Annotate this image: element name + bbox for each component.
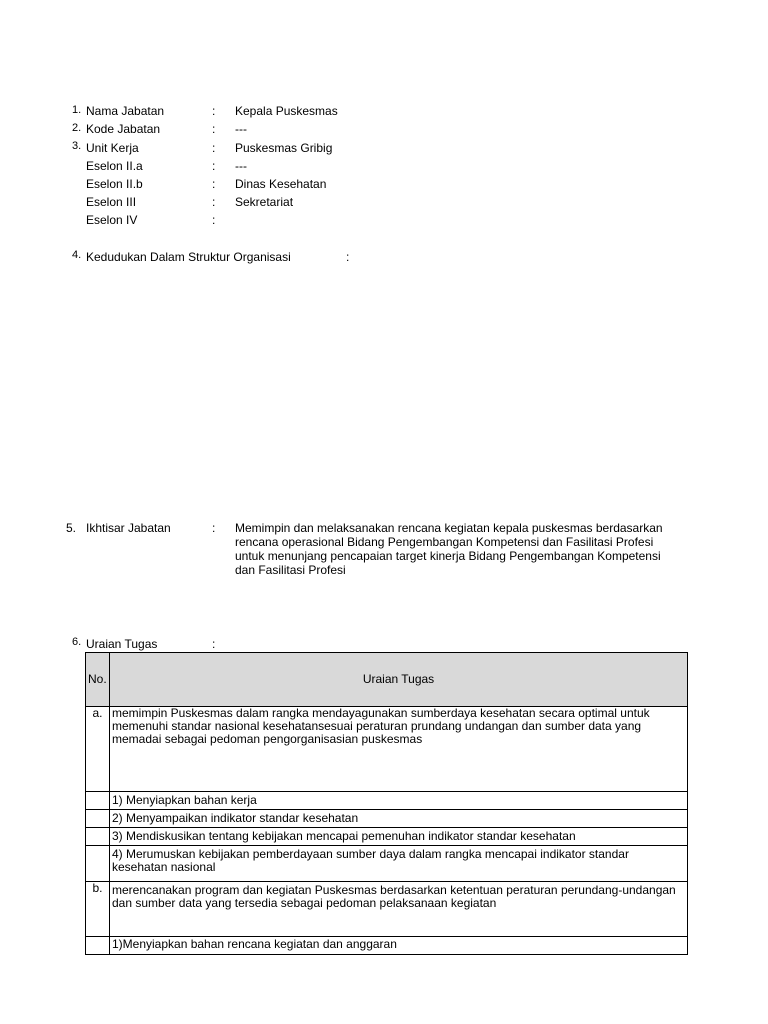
field-value-unit-kerja: Puskesmas Gribig xyxy=(235,141,333,155)
field-separator: : xyxy=(212,122,216,136)
header-uraian-tugas: Uraian Tugas xyxy=(110,653,688,707)
table-row xyxy=(86,810,688,828)
field-separator: : xyxy=(212,177,216,191)
ikhtisar-jabatan-text: Memimpin dan melaksanakan rencana kegiatan kepala puskesmas berdasarkan rencana operasional Bidang Pengembangan Kompetensi dan Fasilitasi Profesi untuk menunjang pencapaian target kinerja Bidang Pengembangan Kompetensi dan Fasilitasi Profesi xyxy=(235,521,663,577)
section-number-4: 4. xyxy=(72,249,82,261)
section-label-ikhtisar: Ikhtisar Jabatan xyxy=(86,521,171,535)
table-row xyxy=(86,707,688,792)
row-number: b. xyxy=(86,882,110,937)
field-number-1: 1. xyxy=(72,104,82,116)
table-row xyxy=(86,828,688,846)
section-number-6: 6. xyxy=(72,636,82,648)
field-separator: : xyxy=(212,159,216,173)
field-label-kode-jabatan: Kode Jabatan xyxy=(86,122,161,136)
field-value-kode-jabatan: --- xyxy=(235,122,247,136)
field-value-eselon-2b: Dinas Kesehatan xyxy=(235,177,327,191)
field-value-eselon-2a: --- xyxy=(235,159,247,173)
section-separator: : xyxy=(346,250,350,264)
table-row xyxy=(86,882,688,937)
field-label-unit-kerja: Unit Kerja xyxy=(86,141,139,155)
field-value-nama-jabatan: Kepala Puskesmas xyxy=(235,104,338,118)
row-number xyxy=(86,810,110,828)
field-label-eselon-2b: Eselon II.b xyxy=(86,177,143,191)
section-label-kedudukan: Kedudukan Dalam Struktur Organisasi xyxy=(86,250,291,264)
row-number xyxy=(86,937,110,955)
header-no: No. xyxy=(86,653,110,707)
task-text: 2) Menyampaikan indikator standar kesehatan xyxy=(110,810,688,828)
field-number-2: 2. xyxy=(72,122,82,134)
row-number xyxy=(86,828,110,846)
task-text: memimpin Puskesmas dalam rangka mendayagunakan sumberdaya kesehatan secara optimal untuk memenuhi standar nasional kesehatansesuai peraturan prundang undangan dan sumber data yang memadai sebagai pedoman pengorganisasian puskesmas xyxy=(110,707,688,792)
table-row xyxy=(86,846,688,882)
task-text: 3) Mendiskusikan tentang kebijakan mencapai pemenuhan indikator standar kesehatan xyxy=(110,828,688,846)
row-number: a. xyxy=(86,707,110,792)
uraian-tugas-table xyxy=(85,652,688,955)
task-text: 4) Merumuskan kebijakan pemberdayaan sumber daya dalam rangka mencapai indikator standar kesehatan nasional xyxy=(110,846,688,882)
field-separator: : xyxy=(212,195,216,209)
field-label-eselon-3: Eselon III xyxy=(86,195,137,209)
task-text: 1) Menyiapkan bahan kerja xyxy=(110,792,688,810)
section-separator: : xyxy=(212,637,216,651)
field-label-eselon-2a: Eselon II.a xyxy=(86,159,143,173)
field-number-3: 3. xyxy=(72,140,82,152)
row-number xyxy=(86,792,110,810)
section-number-5: 5. xyxy=(66,521,77,535)
section-separator: : xyxy=(212,521,216,535)
row-number xyxy=(86,846,110,882)
field-separator: : xyxy=(212,141,216,155)
field-value-eselon-3: Sekretariat xyxy=(235,195,294,209)
field-separator: : xyxy=(212,213,216,227)
section-label-uraian-tugas: Uraian Tugas xyxy=(86,637,158,651)
field-label-nama-jabatan: Nama Jabatan xyxy=(86,104,165,118)
task-text: merencanakan program dan kegiatan Puskesmas berdasarkan ketentuan peraturan perundang-undangan dan sumber data yang tersedia sebagai pedoman pelaksanaan kegiatan xyxy=(110,882,688,937)
field-label-eselon-4: Eselon IV xyxy=(86,213,138,227)
table-row xyxy=(86,937,688,955)
field-separator: : xyxy=(212,104,216,118)
table-header-row xyxy=(86,653,688,707)
table-row xyxy=(86,792,688,810)
task-text: 1)Menyiapkan bahan rencana kegiatan dan anggaran xyxy=(110,937,688,955)
